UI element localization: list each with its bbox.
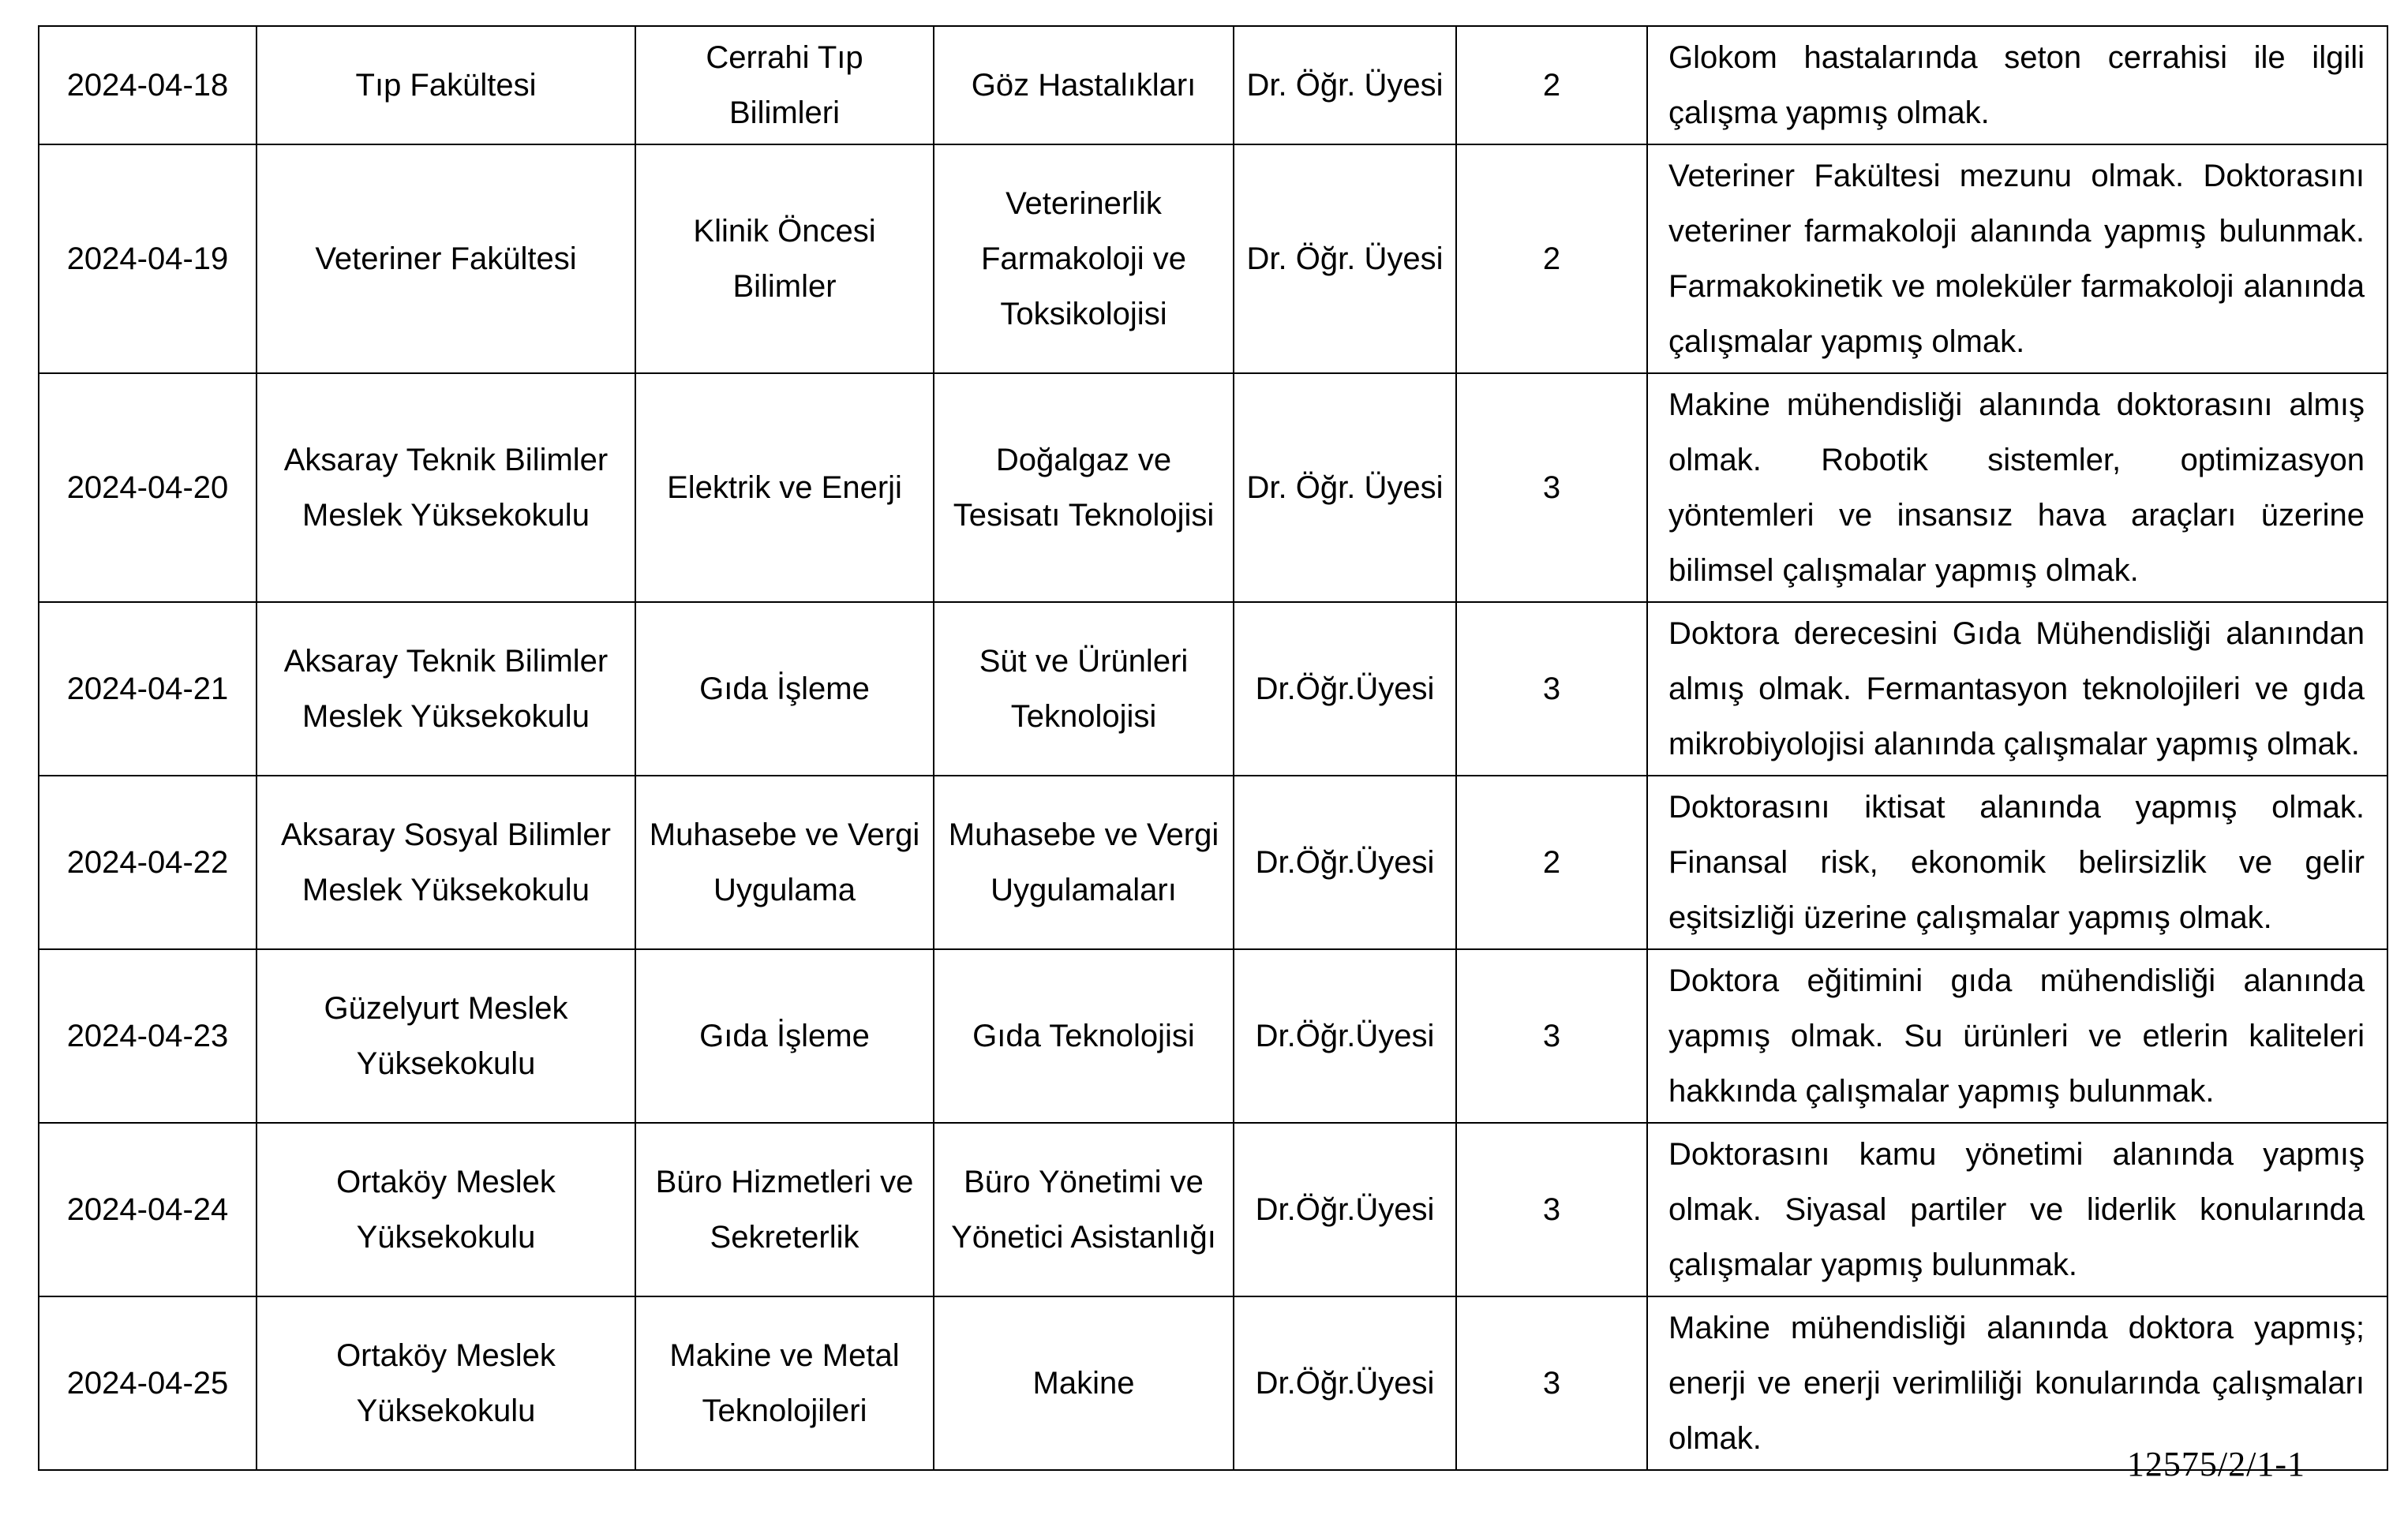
faculty-cell: Ortaköy Meslek Yüksekokulu (257, 1296, 635, 1470)
program-cell: Doğalgaz ve Tesisatı Teknolojisi (934, 373, 1234, 602)
title-cell: Dr.Öğr.Üyesi (1234, 1123, 1456, 1296)
table-row (39, 949, 2387, 1123)
table-row (39, 373, 2387, 602)
table-row (39, 776, 2387, 949)
table-row (39, 602, 2387, 776)
title-cell: Dr. Öğr. Üyesi (1234, 26, 1456, 144)
program-cell: Veterinerlik Farmakoloji ve Toksikolojisi (934, 144, 1234, 373)
count-cell: 3 (1456, 949, 1647, 1123)
faculty-cell: Ortaköy Meslek Yüksekokulu (257, 1123, 635, 1296)
program-cell: Büro Yönetimi ve Yönetici Asistanlığı (934, 1123, 1234, 1296)
requirement-cell: Doktora derecesini Gıda Mühendisliği alanından almış olmak. Fermantasyon teknolojileri ve gıda mikrobiyolojisi alanında çalışmalar yapmış olmak. (1647, 602, 2387, 776)
date-cell: 2024-04-19 (39, 144, 257, 373)
department-cell: Makine ve Metal Teknolojileri (635, 1296, 934, 1470)
requirement-cell: Doktora eğitimini gıda mühendisliği alanında yapmış olmak. Su ürünleri ve etlerin kaliteleri hakkında çalışmalar yapmış bulunmak. (1647, 949, 2387, 1123)
table-row (39, 1123, 2387, 1296)
faculty-cell: Güzelyurt Meslek Yüksekokulu (257, 949, 635, 1123)
count-cell: 3 (1456, 1123, 1647, 1296)
department-cell: Elektrik ve Enerji (635, 373, 934, 602)
department-cell: Büro Hizmetleri ve Sekreterlik (635, 1123, 934, 1296)
date-cell: 2024-04-18 (39, 26, 257, 144)
title-cell: Dr.Öğr.Üyesi (1234, 949, 1456, 1123)
count-cell: 2 (1456, 776, 1647, 949)
program-cell: Muhasebe ve Vergi Uygulamaları (934, 776, 1234, 949)
table-row (39, 144, 2387, 373)
count-cell: 3 (1456, 373, 1647, 602)
title-cell: Dr. Öğr. Üyesi (1234, 144, 1456, 373)
requirement-cell: Glokom hastalarında seton cerrahisi ile ilgili çalışma yapmış olmak. (1647, 26, 2387, 144)
department-cell: Cerrahi Tıp Bilimleri (635, 26, 934, 144)
date-cell: 2024-04-23 (39, 949, 257, 1123)
department-cell: Gıda İşleme (635, 602, 934, 776)
faculty-cell: Aksaray Teknik Bilimler Meslek Yüksekokulu (257, 373, 635, 602)
program-cell: Göz Hastalıkları (934, 26, 1234, 144)
program-cell: Gıda Teknolojisi (934, 949, 1234, 1123)
department-cell: Klinik Öncesi Bilimler (635, 144, 934, 373)
date-cell: 2024-04-24 (39, 1123, 257, 1296)
requirement-cell: Makine mühendisliği alanında doktorasını almış olmak. Robotik sistemler, optimizasyon yöntemleri ve insansız hava araçları üzerine bilimsel çalışmalar yapmış olmak. (1647, 373, 2387, 602)
title-cell: Dr.Öğr.Üyesi (1234, 1296, 1456, 1470)
date-cell: 2024-04-22 (39, 776, 257, 949)
title-cell: Dr.Öğr.Üyesi (1234, 602, 1456, 776)
faculty-cell: Aksaray Sosyal Bilimler Meslek Yüksekokulu (257, 776, 635, 949)
count-cell: 3 (1456, 1296, 1647, 1470)
date-cell: 2024-04-20 (39, 373, 257, 602)
table-row (39, 26, 2387, 144)
date-cell: 2024-04-25 (39, 1296, 257, 1470)
program-cell: Makine (934, 1296, 1234, 1470)
faculty-cell: Aksaray Teknik Bilimler Meslek Yüksekokulu (257, 602, 635, 776)
requirement-cell: Makine mühendisliği alanında doktora yapmış; enerji ve enerji verimliliği konularında çalışmaları olmak. (1647, 1296, 2387, 1470)
faculty-cell: Tıp Fakültesi (257, 26, 635, 144)
count-cell: 2 (1456, 144, 1647, 373)
program-cell: Süt ve Ürünleri Teknolojisi (934, 602, 1234, 776)
positions-table (38, 25, 2388, 1471)
count-cell: 2 (1456, 26, 1647, 144)
department-cell: Muhasebe ve Vergi Uygulama (635, 776, 934, 949)
requirement-cell: Doktorasını iktisat alanında yapmış olmak. Finansal risk, ekonomik belirsizlik ve gelir eşitsizliği üzerine çalışmalar yapmış olmak. (1647, 776, 2387, 949)
title-cell: Dr.Öğr.Üyesi (1234, 776, 1456, 949)
requirement-cell: Veteriner Fakültesi mezunu olmak. Doktorasını veteriner farmakoloji alanında yapmış bulunmak. Farmakokinetik ve moleküler farmakoloji alanında çalışmalar yapmış olmak. (1647, 144, 2387, 373)
count-cell: 3 (1456, 602, 1647, 776)
table-row (39, 1296, 2387, 1470)
title-cell: Dr. Öğr. Üyesi (1234, 373, 1456, 602)
faculty-cell: Veteriner Fakültesi (257, 144, 635, 373)
requirement-cell: Doktorasını kamu yönetimi alanında yapmış olmak. Siyasal partiler ve liderlik konularında çalışmalar yapmış bulunmak. (1647, 1123, 2387, 1296)
department-cell: Gıda İşleme (635, 949, 934, 1123)
document-reference-code: 12575/2/1-1 (2126, 1445, 2305, 1483)
date-cell: 2024-04-21 (39, 602, 257, 776)
